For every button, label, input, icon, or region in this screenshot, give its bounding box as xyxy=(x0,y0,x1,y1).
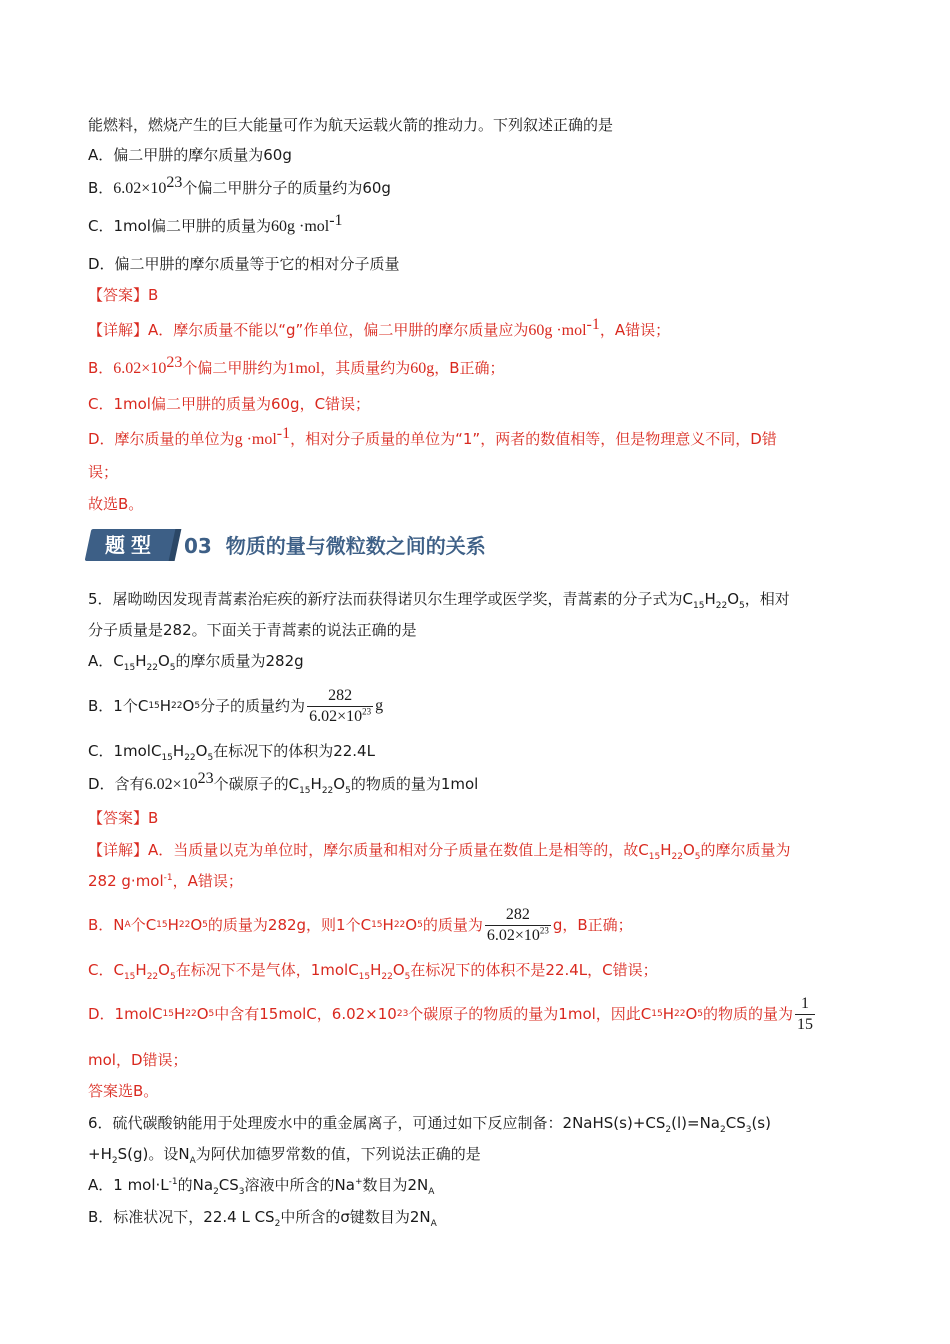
q5-stem-2: 分子质量是282。下面关于青蒿素的说法正确的是 xyxy=(88,621,417,639)
q6-option-a: A．1 $mol\cdot L^{-1}$的$Na_2CS_3$溶液中所含的Na+数目为$2N_A$ xyxy=(88,1176,435,1197)
q4-option-a: A．偏二甲肼的摩尔质量为60g xyxy=(88,146,292,164)
q6-option-b: B．标准状况下，22.4 L $CS_2$中所含的σ键数目为$2N_A$ xyxy=(88,1208,437,1229)
q5-option-b: B．1个C 15 H 22 O 5 分子的质量约为 $\frac{282}{6.02\times 10^{23}}$ g xyxy=(88,686,384,725)
q5-explain-c: C．$C_{15}H_{22}O_5$在标况下不是气体，$1molC_{15}H_{22}O_5$在标况下的体积不是22.4L，C错误； xyxy=(88,961,658,982)
q5-explain-b-fraction: $\frac{282}{6.02\times 10^{23}}$ xyxy=(486,905,549,944)
q4-option-d: D．偏二甲肼的摩尔质量等于它的相对分子质量 xyxy=(88,255,400,273)
q4-explain-a: 【详解】A．摩尔质量不能以“g”作单位，偏二甲肼的摩尔质量应为60g ·mol$^{-1}$，A错误； xyxy=(88,316,671,339)
q4-final: 故选B。 xyxy=(88,495,144,513)
q4-explain-b: B．$6.02\times 10^{23}$个偏二甲肼约为1mol，其质量约为60g，B正确； xyxy=(88,354,505,377)
q5-explain-d-fraction: $\frac{1}{15}$ xyxy=(797,994,814,1033)
q5-b-fraction: $\frac{282}{6.02\times 10^{23}}$ xyxy=(309,686,372,725)
q4-intro: 能燃料，燃烧产生的巨大能量可作为航天运载火箭的推动力。下列叙述正确的是 xyxy=(88,116,614,134)
q5-explain-a: 【详解】A．当质量以克为单位时，摩尔质量和相对分子质量在数值上是相等的，故$C_{15}H_{22}O_5$的摩尔质量为 xyxy=(88,841,791,862)
q5-option-c: C．$1molC_{15}H_{22}O_5$在标况下的体积为22.4L xyxy=(88,742,375,763)
q5-explain-d-cont: mol，D错误； xyxy=(88,1051,188,1069)
q6-stem-1: 6．硫代碳酸钠能用于处理废水中的重金属离子，可通过如下反应制备：$2NaHS(s)+CS_2(l)=Na_2CS_3(s)$ xyxy=(88,1114,771,1135)
q4-option-c: C．1mol偏二甲肼的质量为60g ·mol$^{-1}$ xyxy=(88,212,343,235)
q5-answer: 【答案】B xyxy=(88,809,159,827)
q4-explain-d-cont: 误； xyxy=(88,463,119,481)
q5-option-d: D．含有$6.02\times 10^{23}$个碳原子的$C_{15}H_{22}O_5$的物质的量为1mol xyxy=(88,770,479,796)
q6-stem-2: $+H_2S(g)$。设$N_A$为阿伏加德罗常数的值，下列说法正确的是 xyxy=(88,1145,481,1166)
q4-answer: 【答案】B xyxy=(88,286,159,304)
q5-explain-b: B．N A 个C 15 H 22 O 5 的质量为282g，则1个C 15 H 22 O 5 的质量为 $\frac{282}{6.02\times 10^{23}}$ g，B正确； xyxy=(88,905,633,944)
q5-explain-a-cont: 282 g·mol$^{-1}$，A错误； xyxy=(88,872,243,890)
q5-stem-1: 5．屠呦呦因发现青蒿素治疟疾的新疗法而获得诺贝尔生理学或医学奖，青蒿素的分子式为$C_{15}H_{22}O_5$，相对 xyxy=(88,590,790,611)
q4-explain-d: D．摩尔质量的单位为g ·mol$^{-1}$，相对分子质量的单位为“1”，两者的数值相等，但是物理意义不同，D错 xyxy=(88,425,777,448)
q4-explain-c: C．1mol偏二甲肼的质量为60g，C错误； xyxy=(88,395,371,413)
section-banner xyxy=(88,525,868,569)
q5-option-a: A．$C_{15}H_{22}O_5$的摩尔质量为282g xyxy=(88,652,304,673)
section-title: 03 物质的量与微粒数之间的关系 xyxy=(184,534,486,558)
q4-option-b: B．$6.02\times 10^{23}$个偏二甲肼分子的质量约为60g xyxy=(88,174,391,197)
q5-final: 答案选B。 xyxy=(88,1082,159,1100)
q5-explain-d: D．1molC 15 H 22 O 5 中含有15molC，6.02×10 23 个碳原子的物质的量为1mol，因此C 15 H 22 O 5 的物质的量为 $\frac{1}{15}$ xyxy=(88,994,814,1033)
section-tag: 题型 xyxy=(85,529,178,561)
